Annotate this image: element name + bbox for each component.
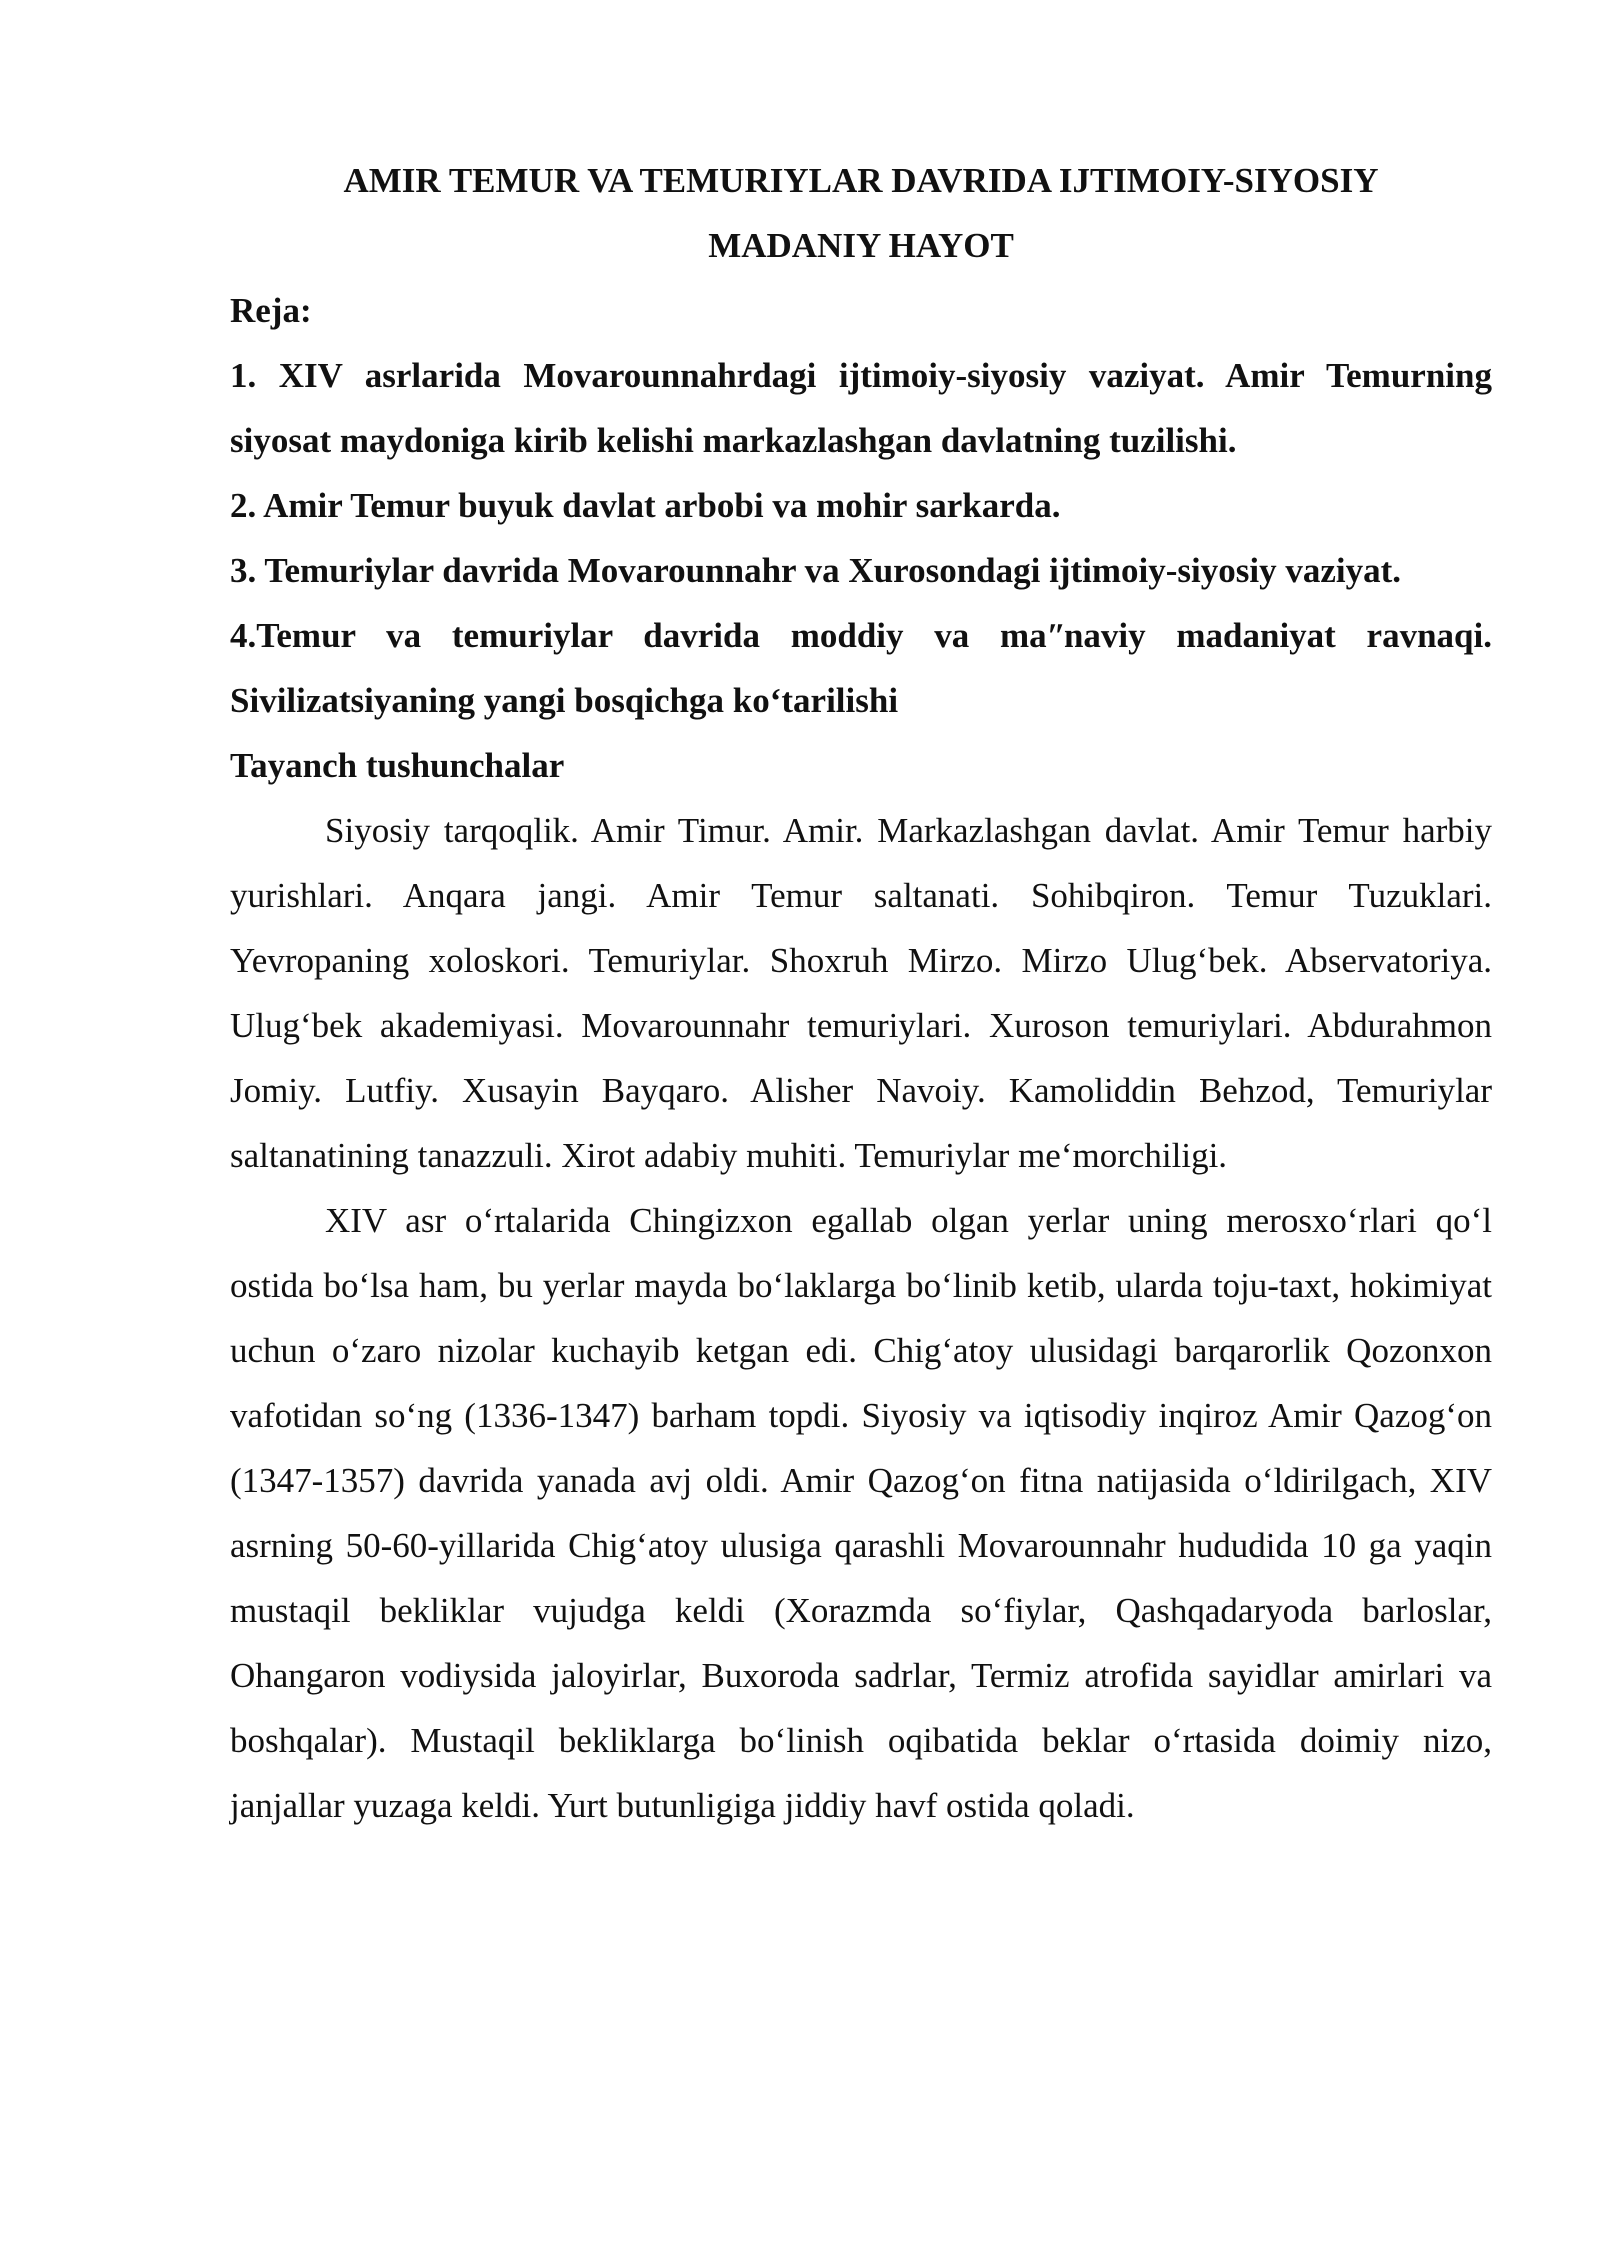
document-page [230,148,1492,1838]
plan-item-2: 2. Amir Temur buyuk davlat arbobi va mohir sarkarda. [230,486,1061,525]
plan-item-3: 3. Temuriylar davrida Movarounnahr va Xurosondagi ijtimoiy-siyosiy vaziyat. [230,551,1401,590]
plan-item-4: 4.Temur va temuriylar davrida moddiy va maʺnaviy madaniyat ravnaqi. Sivilizatsiyaning yangi bosqichga koʻtarilishi [230,616,1492,720]
key-concepts-paragraph: Siyosiy tarqoqlik. Amir Timur. Amir. Markazlashgan davlat. Amir Temur harbiy yurishlari. Anqara jangi. Amir Temur saltanati. Sohibqiron. Temur Tuzuklari. Yevropaning xoloskori. Temuriylar. Shoxruh Mirzo. Mirzo Ulugʻbek. Abservatoriya. Ulugʻbek akademiyasi. Movarounnahr temuriylari. Xuroson temuriylari. Abdurahmon Jomiy. Lutfiy. Xusayin Bayqaro. Alisher Navoiy. Kamoliddin Behzod, Temuriylar saltanatining tanazzuli. Xirot adabiy muhiti. Temuriylar meʻmorchiligi. [230,811,1492,1175]
plan-heading: Reja: [230,291,312,330]
document-title-line-1: AMIR TEMUR VA TEMURIYLAR DAVRIDA IJTIMOIY-SIYOSIY [343,161,1379,200]
plan-item-1: 1. XIV asrlarida Movarounnahrdagi ijtimoiy-siyosiy vaziyat. Amir Temurning siyosat maydoniga kirib kelishi markazlashgan davlatning tuzilishi. [230,356,1492,460]
document-title-line-2: MADANIY HAYOT [708,226,1014,265]
body-paragraph: XIV asr oʻrtalarida Chingizxon egallab olgan yerlar uning merosxoʻrlari qoʻl ostida boʻlsa ham, bu yerlar mayda boʻlaklarga boʻlinib ketib, ularda toju-taxt, hokimiyat uchun oʻzaro nizolar kuchayib ketgan edi. Chigʻatoy ulusidagi barqarorlik Qozonxon vafotidan soʻng (1336-1347) barham topdi. Siyosiy va iqtisodiy inqiroz Amir Qazogʻon (1347-1357) davrida yanada avj oldi. Amir Qazogʻon fitna natijasida oʻldirilgach, XIV asrning 50-60-yillarida Chigʻatoy ulusiga qarashli Movarounnahr hududida 10 ga yaqin mustaqil bekliklar vujudga keldi (Xorazmda soʻfiylar, Qashqadaryoda barloslar, Ohangaron vodiysida jaloyirlar, Buxoroda sadrlar, Termiz atrofida sayidlar amirlari va boshqalar). Mustaqil bekliklarga boʻlinish oqibatida beklar oʻrtasida doimiy nizo, janjallar yuzaga keldi. Yurt butunligiga jiddiy havf ostida qoladi. [230,1201,1492,1825]
key-concepts-heading: Tayanch tushunchalar [230,746,565,785]
